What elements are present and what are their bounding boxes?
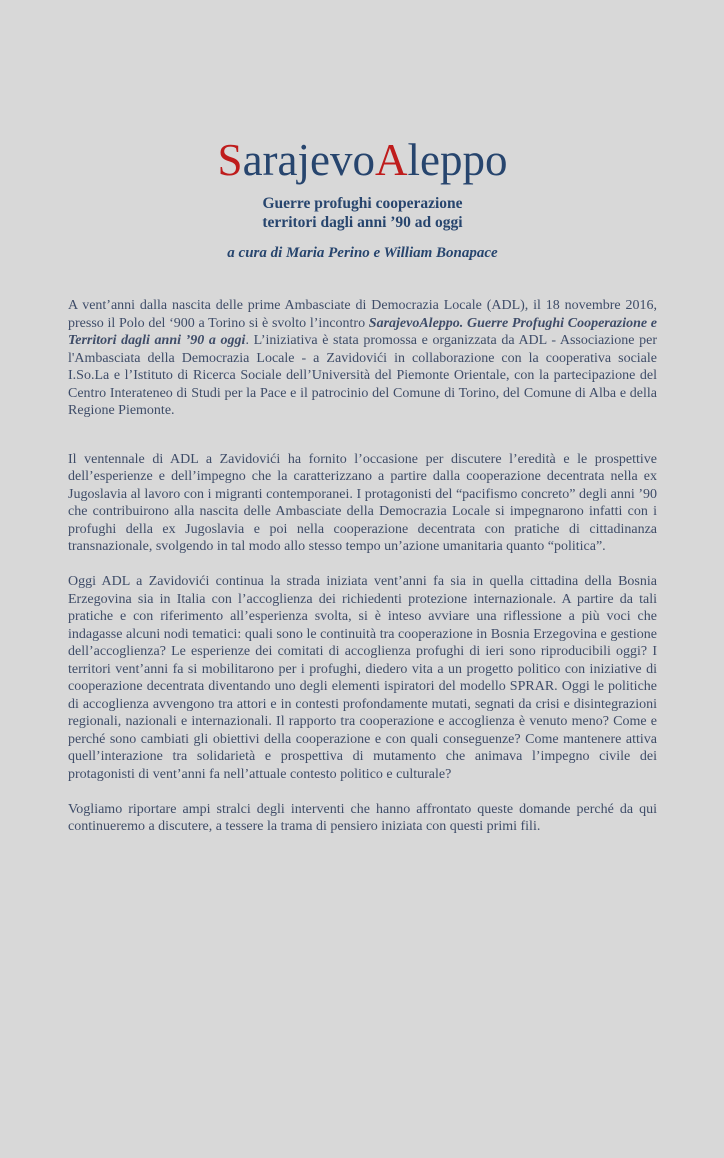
subtitle-line-2: territori dagli anni ’90 ad oggi — [262, 214, 463, 231]
title-letters: leppo — [407, 135, 508, 185]
byline: a cura di Maria Perino e William Bonapace — [227, 245, 498, 261]
title-accent-letter: S — [217, 135, 243, 185]
page-title — [68, 134, 657, 186]
paragraph — [68, 573, 657, 783]
paragraph — [68, 801, 657, 836]
subtitle-line-1: Guerre profughi cooperazione — [262, 195, 463, 212]
text-run: Vogliamo riportare ampi stralci degli interventi che hanno affrontato queste domande perché da qui continueremo a discutere, a tessere la trama di pensiero iniziata con questi primi fili. — [68, 801, 657, 834]
document-body — [68, 297, 657, 836]
text-run: . L’iniziativa è stata promossa e organizzata da ADL - Associazione per l'Ambasciata della Democrazia Locale - a Zavidovići in collaborazione con la cooperativa sociale I.So.La e l’Istituto di Ricerca Sociale dell’Università del Piemonte Orientale, con la partecipazione del Centro Interateneo di Studi per la Pace e il patrocinio del Comune di Torino, del Comune di Alba e della Regione Piemonte. — [68, 333, 657, 418]
text-run: A vent’anni dalla nascita delle prime Ambasciate di Democrazia Locale (ADL), il 18 novembre 2016, presso il Polo del ‘900 a Torino si è svolto l’incontro — [68, 298, 657, 331]
title-letters: arajevo — [242, 135, 375, 185]
title-accent-letter: A — [374, 135, 408, 185]
paragraph — [68, 297, 657, 420]
subtitle — [68, 194, 657, 232]
text-run: Oggi ADL a Zavidovići continua la strada iniziata vent’anni fa sia in quella cittadina della Bosnia Erzegovina sia in Italia con l’accoglienza dei richiedenti protezione internazionale. A partire da tali pratiche e con riferimento all’esperienza svolta, si è inteso avviare una riflessione a più voci che indagasse alcuni nodi tematici: quali sono le continuità tra cooperazione in Bosnia Erzegovina e gestione dell’accoglienza? Le esperienze dei comitati di accoglienza profughi di ieri sono riproducibili oggi? I territori vent’anni fa si mobilitarono per i profughi, diedero vita a un progetto politico con iniziative di cooperazione decentrata diventando uno degli elementi ispiratori del modello SPRAR. Oggi le politiche di accoglienza avvengono tra attori e in contesti profondamente mutati, segnati da crisi e disintegrazioni regionali, nazionali e internazionali. Il rapporto tra cooperazione e accoglienza è venuto meno? Come e perché sono cambiati gli obiettivi della cooperazione e con quali conseguenze? Come mantenere attiva quell’interazione tra solidarietà e prospettiva di mutamento che animava l’impegno civile dei protagonisti di vent’anni fa nell’attuale contesto politico e culturale? — [68, 574, 657, 782]
document-page — [0, 134, 724, 1158]
paragraph — [68, 451, 657, 556]
emphasized-text-run: SarajevoAleppo. Guerre Profughi Cooperazione e Territori dagli anni ’90 a oggi — [68, 315, 657, 348]
text-run: Il ventennale di ADL a Zavidovići ha fornito l’occasione per discutere l’eredità e le prospettive dell’esperienze e dell’impegno che la caratterizzano a partire dalla cooperazione decentrata nella ex Jugoslavia al lavoro con i migranti contemporanei. I protagonisti del “pacifismo concreto” degli anni ’90 che contribuirono alla nascita delle Ambasciate della Democrazia Locale si impegnarono infatti con i profughi della ex Jugoslavia e poi nella cooperazione decentrata con pratiche di cittadinanza transnazionale, svolgendo in tal modo allo stesso tempo un’azione umanitaria quanto “politica”. — [68, 451, 657, 554]
